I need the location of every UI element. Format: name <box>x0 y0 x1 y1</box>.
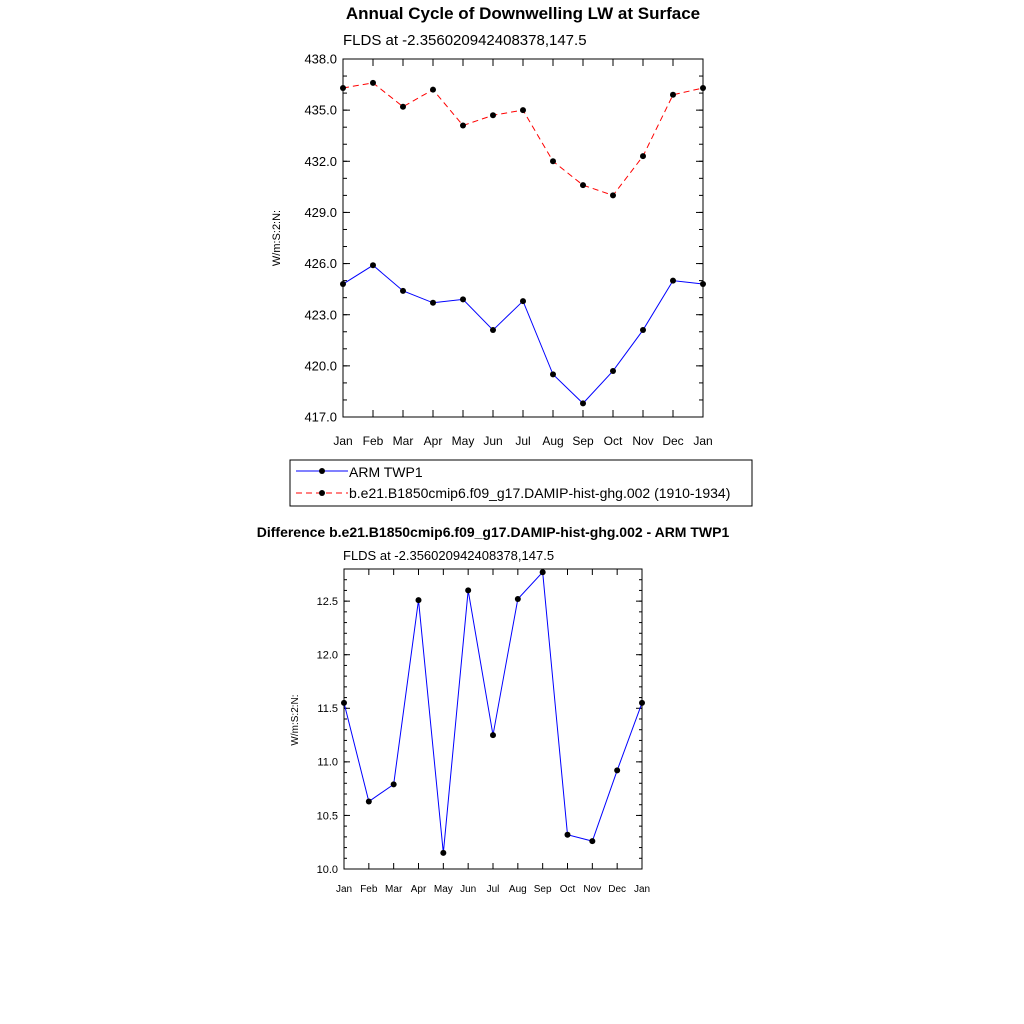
data-point-series-0 <box>400 288 406 294</box>
y-tick-label: 420.0 <box>304 358 337 374</box>
x-tick-label: Jan <box>335 884 353 895</box>
data-point-series-0 <box>520 298 526 304</box>
x-tick-label: Dec <box>662 434 684 448</box>
data-point-series-0 <box>550 371 556 377</box>
x-tick-label: Apr <box>410 884 427 895</box>
series-line-0 <box>343 265 703 403</box>
chart1-ylabel: W/m:S:2:N: <box>271 209 283 267</box>
data-point-series-1 <box>370 80 376 86</box>
x-tick-label: Sep <box>533 884 552 895</box>
data-point-series-1 <box>460 122 466 128</box>
x-tick-label: Sep <box>572 434 594 448</box>
x-tick-label: Nov <box>632 434 654 448</box>
x-tick-label: Jun <box>460 884 477 895</box>
x-tick-label: Jul <box>486 884 500 895</box>
series-line-1 <box>343 83 703 196</box>
y-tick-label: 432.0 <box>304 153 337 169</box>
data-point-series-0 <box>465 587 471 593</box>
legend-marker-model <box>319 490 325 496</box>
legend-label-arm: ARM TWP1 <box>349 464 423 480</box>
data-point-series-0 <box>640 327 646 333</box>
legend-item-arm <box>296 464 423 480</box>
data-point-series-0 <box>565 832 571 838</box>
y-tick-label: 12.0 <box>316 649 338 662</box>
chart2-subtitle: FLDS at -2.356020942408378,147.5 <box>343 548 555 563</box>
y-tick-label: 435.0 <box>304 102 337 118</box>
data-point-series-0 <box>391 781 397 787</box>
data-point-series-1 <box>400 104 406 110</box>
x-tick-label: Aug <box>508 884 527 895</box>
y-tick-label: 12.5 <box>316 595 338 608</box>
chart1-title: Annual Cycle of Downwelling LW at Surface <box>345 4 701 23</box>
data-point-series-0 <box>490 327 496 333</box>
y-tick-label: 438.0 <box>304 51 337 67</box>
chart2-series-points <box>341 569 645 856</box>
x-tick-label: Jun <box>483 434 503 448</box>
data-point-series-0 <box>540 569 546 575</box>
data-point-series-1 <box>640 153 646 159</box>
x-tick-label: Apr <box>423 434 443 448</box>
x-tick-label: Nov <box>583 884 602 895</box>
legend-marker-arm <box>319 468 325 474</box>
data-point-series-1 <box>520 107 526 113</box>
x-tick-label: Aug <box>542 434 564 448</box>
data-point-series-1 <box>610 192 616 198</box>
data-point-series-0 <box>614 767 620 773</box>
legend-item-model <box>296 485 730 501</box>
data-point-series-0 <box>416 597 422 603</box>
chart2-series-lines <box>344 572 642 853</box>
data-point-series-0 <box>490 732 496 738</box>
x-tick-label: Jan <box>633 884 651 895</box>
data-point-series-0 <box>580 400 586 406</box>
x-tick-label: Oct <box>559 884 576 895</box>
data-point-series-0 <box>430 300 436 306</box>
y-tick-label: 426.0 <box>304 256 337 272</box>
data-point-series-1 <box>670 92 676 98</box>
data-point-series-1 <box>490 112 496 118</box>
x-tick-label: Dec <box>608 884 627 895</box>
data-point-series-0 <box>589 838 595 844</box>
data-point-series-0 <box>366 799 372 805</box>
y-tick-label: 429.0 <box>304 204 337 220</box>
chart1-subtitle: FLDS at -2.356020942408378,147.5 <box>343 32 587 49</box>
annual-cycle-chart <box>271 4 752 506</box>
chart2-ylabel: W/m:S:2:N: <box>290 694 301 746</box>
chart1-series-lines <box>343 83 703 403</box>
x-tick-label: Jul <box>515 434 531 448</box>
chart2-axes <box>317 569 650 895</box>
data-point-series-1 <box>430 87 436 93</box>
y-tick-label: 10.0 <box>316 863 338 876</box>
x-tick-label: Mar <box>385 884 403 895</box>
x-tick-label: May <box>451 434 475 448</box>
y-tick-label: 423.0 <box>304 307 337 323</box>
y-tick-label: 11.0 <box>317 756 338 769</box>
y-tick-label: 11.5 <box>317 703 338 716</box>
data-point-series-0 <box>370 262 376 268</box>
chart2-frame <box>344 569 642 869</box>
x-tick-label: May <box>433 884 453 895</box>
data-point-series-0 <box>440 850 446 856</box>
x-tick-label: Feb <box>362 434 384 448</box>
data-point-series-1 <box>580 182 586 188</box>
x-tick-label: Oct <box>603 434 623 448</box>
difference-chart <box>257 524 730 895</box>
data-point-series-1 <box>550 158 556 164</box>
chart2-title: Difference b.e21.B1850cmip6.f09_g17.DAMIP-hist-ghg.002 - ARM TWP1 <box>256 524 730 540</box>
data-point-series-0 <box>610 368 616 374</box>
data-point-series-0 <box>460 296 466 302</box>
x-tick-label: Feb <box>360 884 378 895</box>
chart1-axes <box>304 52 712 448</box>
series-line-0 <box>344 572 642 853</box>
legend-label-model: b.e21.B1850cmip6.f09_g17.DAMIP-hist-ghg.002 (1910-1934) <box>349 485 731 501</box>
data-point-series-0 <box>515 596 521 602</box>
chart1-series-points <box>340 80 706 406</box>
chart1-legend <box>290 460 752 506</box>
data-point-series-0 <box>670 278 676 284</box>
y-tick-label: 417.0 <box>304 409 337 425</box>
x-tick-label: Jan <box>693 434 713 448</box>
x-tick-label: Mar <box>392 434 414 448</box>
x-tick-label: Jan <box>333 434 353 448</box>
y-tick-label: 10.5 <box>316 810 338 823</box>
